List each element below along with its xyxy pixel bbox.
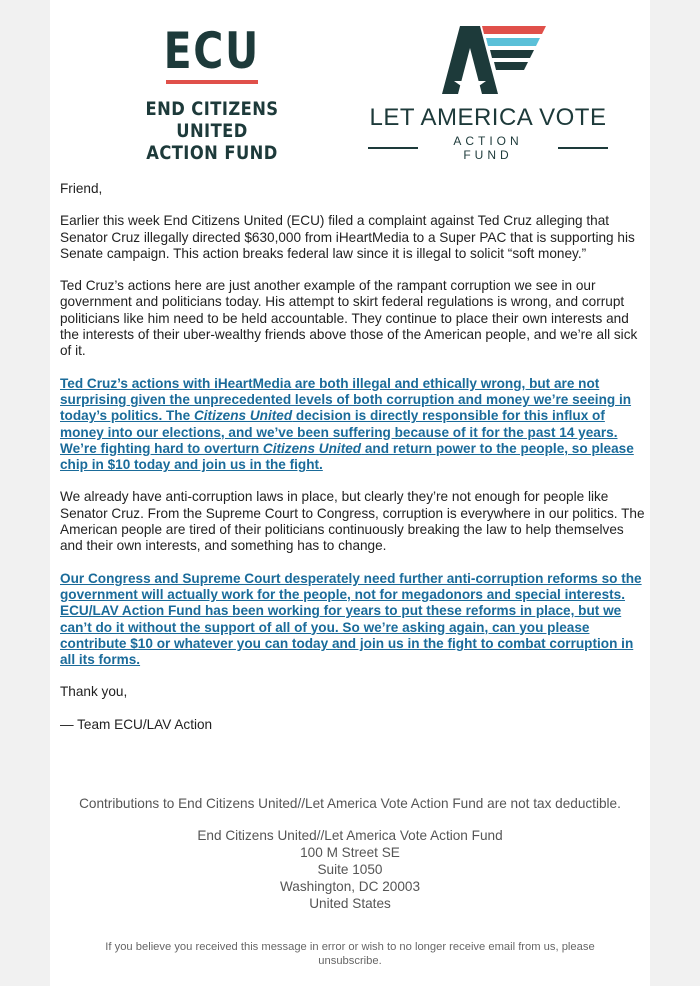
ecu-logo-mark: ECU — [163, 22, 261, 80]
lav-rule-left — [368, 147, 418, 149]
signature: — Team ECU/LAV Action — [60, 716, 213, 732]
signoff: Thank you, — [60, 684, 128, 700]
email-body — [50, 0, 650, 986]
ecu-logo-line1: END CITIZENS UNITED — [145, 98, 279, 142]
footer-address-line: United States — [309, 896, 391, 911]
footer-address — [50, 827, 650, 912]
header-logos — [50, 0, 650, 164]
email-content — [60, 181, 645, 749]
footer-address-line: End Citizens United//Let America Vote Action Fund — [197, 828, 503, 843]
paragraph-3: We already have anti-corruption laws in place, but clearly they’re not enough for people like Senator Cruz. From the Supreme Court to Congress, corruption is everywhere in our politics. The American people are tired of their politicians continuously breaking the law to help themselves and their own interests, and something has to change. — [60, 489, 645, 554]
donate-link-1-em-2: Citizens United — [262, 440, 362, 456]
footer-address-line: Suite 1050 — [317, 862, 383, 877]
ecu-logo-line2: ACTION FUND — [146, 142, 278, 164]
footer-address-line: 100 M Street SE — [300, 845, 400, 860]
donate-link-1-part-a: Ted Cruz’s actions with iHeartMedia are both illegal and ethically wrong, but are not surprising given the unprecedented levels of both corruption and money we’re seeing in today’s politics. The — [60, 375, 632, 424]
lav-logo-title: LET AMERICA VOTE — [369, 104, 607, 131]
donate-link-1[interactable] — [60, 376, 645, 474]
footer — [50, 795, 650, 912]
paragraph-2: Ted Cruz’s actions here are just another example of the rampant corruption we see in our government and politicians today. His attempt to skirt federal regulations is wrong, and corrupt politicians like him need to be held accountable. They continue to place their own interests and the interests of their uber-wealthy friends above those of the American people, and we’re all sick of it. — [60, 278, 638, 359]
lav-logo[interactable] — [358, 26, 618, 162]
ecu-logo-rule — [166, 80, 258, 84]
donate-link-1-part-b: decision is directly responsible for this influx of money into our elections, and we’ve been suffering because of it for the past 14 years. We’re fighting hard to overturn — [60, 408, 618, 456]
greeting: Friend, — [60, 181, 103, 196]
lav-star-flag-icon — [430, 26, 546, 94]
donate-link-2[interactable]: Our Congress and Supreme Court desperately need further anti-corruption reforms so the government will actually work for the people, not for megadonors and special interests. ECU/LAV Action Fund has been working for years to put these reforms in place, but we can’t do it without the support of all of you. So we’re asking again, can you please contribute $10 or whatever you can today and join us in the fight to combat corruption in all its forms. — [60, 570, 642, 668]
lav-logo-subtitle-row — [358, 134, 618, 162]
footer-address-line: Washington, DC 20003 — [279, 879, 421, 894]
ecu-logo[interactable] — [102, 22, 322, 164]
lav-logo-subtitle: ACTION FUND — [453, 134, 523, 162]
footer-disclaimer: Contributions to End Citizens United//Let America Vote Action Fund are not tax deductible. — [79, 796, 621, 811]
unsubscribe-notice[interactable]: If you believe you received this message in error or wish to no longer receive email from us, please unsubscribe. — [105, 941, 595, 967]
paragraph-1: Earlier this week End Citizens United (ECU) filed a complaint against Ted Cruz alleging that Senator Cruz illegally directed $630,000 from iHeartMedia to a Super PAC that is supporting his Senate campaign. This action breaks federal law since it is illegal to solicit “soft money.” — [60, 213, 635, 261]
lav-rule-right — [558, 147, 608, 149]
donate-link-1-part-c: and return power to the people, so please chip in $10 today and join us in the fight. — [60, 440, 634, 473]
donate-link-1-em-1: Citizens United — [193, 408, 293, 424]
